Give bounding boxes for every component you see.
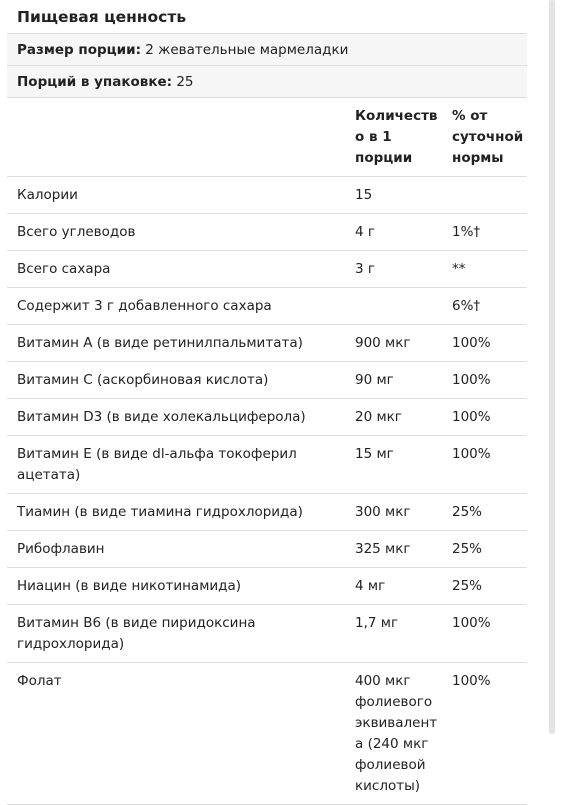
nutrient-name: Всего углеводов <box>7 214 346 251</box>
nutrient-amount: 90 мг <box>346 362 443 399</box>
nutrient-name: Всего сахара <box>7 251 346 288</box>
table-row <box>7 325 527 362</box>
table-row <box>7 251 527 288</box>
nutrient-name: Витамин B6 (в виде пиридоксина гидрохлорида) <box>7 605 346 663</box>
table-row <box>7 214 527 251</box>
nutrient-name: Витамин А (в виде ретинилпальмитата) <box>7 325 346 362</box>
table-row <box>7 605 527 663</box>
nutrient-amount: 325 мкг <box>346 531 443 568</box>
nutrient-name: Витамин E (в виде dl-альфа токоферил ацетата) <box>7 436 346 494</box>
nutrient-name: Калории <box>7 177 346 214</box>
nutrient-amount: 900 мкг <box>346 325 443 362</box>
nutrient-daily-value: 100% <box>443 436 527 494</box>
table-row <box>7 494 527 531</box>
table-row <box>7 288 527 325</box>
nutrient-amount: 400 мкг фолиевого эквивалента (240 мкг фолиевой кислоты) <box>346 663 443 805</box>
header-nutrient <box>7 98 346 177</box>
nutrient-name: Витамин D3 (в виде холекальциферола) <box>7 399 346 436</box>
nutrient-daily-value: 100% <box>443 399 527 436</box>
nutrient-name: Ниацин (в виде никотинамида) <box>7 568 346 605</box>
nutrient-name: Содержит 3 г добавленного сахара <box>7 288 346 325</box>
servings-per-container-label: Порций в упаковке: <box>17 74 173 90</box>
serving-size-value: 2 жевательные мармеладки <box>141 42 349 58</box>
nutrition-table <box>7 98 527 805</box>
nutrient-daily-value: 6%† <box>443 288 527 325</box>
table-row <box>7 436 527 494</box>
servings-per-container-row <box>7 66 527 98</box>
header-daily-value: % от суточной нормы <box>443 98 527 177</box>
nutrient-amount: 15 <box>346 177 443 214</box>
header-amount: Количество в 1 порции <box>346 98 443 177</box>
nutrient-daily-value: 100% <box>443 663 527 805</box>
nutrient-daily-value: 25% <box>443 494 527 531</box>
nutrient-name: Рибофлавин <box>7 531 346 568</box>
servings-per-container-value: 25 <box>172 74 194 90</box>
nutrient-daily-value: 100% <box>443 605 527 663</box>
nutrient-amount: 4 г <box>346 214 443 251</box>
nutrient-amount: 1,7 мг <box>346 605 443 663</box>
nutrient-daily-value: 25% <box>443 568 527 605</box>
table-row <box>7 362 527 399</box>
nutrient-name: Тиамин (в виде тиамина гидрохлорида) <box>7 494 346 531</box>
nutrient-amount: 300 мкг <box>346 494 443 531</box>
nutrient-amount: 4 мг <box>346 568 443 605</box>
nutrient-amount: 3 г <box>346 251 443 288</box>
table-row <box>7 568 527 605</box>
nutrient-name: Фолат <box>7 663 346 805</box>
serving-size-row <box>7 34 527 66</box>
nutrient-amount: 15 мг <box>346 436 443 494</box>
table-header-row <box>7 98 527 177</box>
nutrient-name: Витамин С (аскорбиновая кислота) <box>7 362 346 399</box>
table-row <box>7 177 527 214</box>
table-row <box>7 663 527 805</box>
nutrient-amount <box>346 288 443 325</box>
nutrition-facts-panel <box>7 0 527 794</box>
nutrient-daily-value: 1%† <box>443 214 527 251</box>
serving-size-label: Размер порции: <box>17 42 141 58</box>
table-row <box>7 531 527 568</box>
nutrient-daily-value: 100% <box>443 325 527 362</box>
nutrient-daily-value: 100% <box>443 362 527 399</box>
nutrient-daily-value: ** <box>443 251 527 288</box>
vertical-scrollbar[interactable] <box>549 0 555 734</box>
scrollbar-thumb[interactable] <box>549 0 555 734</box>
table-row <box>7 399 527 436</box>
nutrient-daily-value <box>443 177 527 214</box>
nutrient-daily-value: 25% <box>443 531 527 568</box>
nutrition-title: Пищевая ценность <box>7 0 527 34</box>
nutrient-amount: 20 мкг <box>346 399 443 436</box>
